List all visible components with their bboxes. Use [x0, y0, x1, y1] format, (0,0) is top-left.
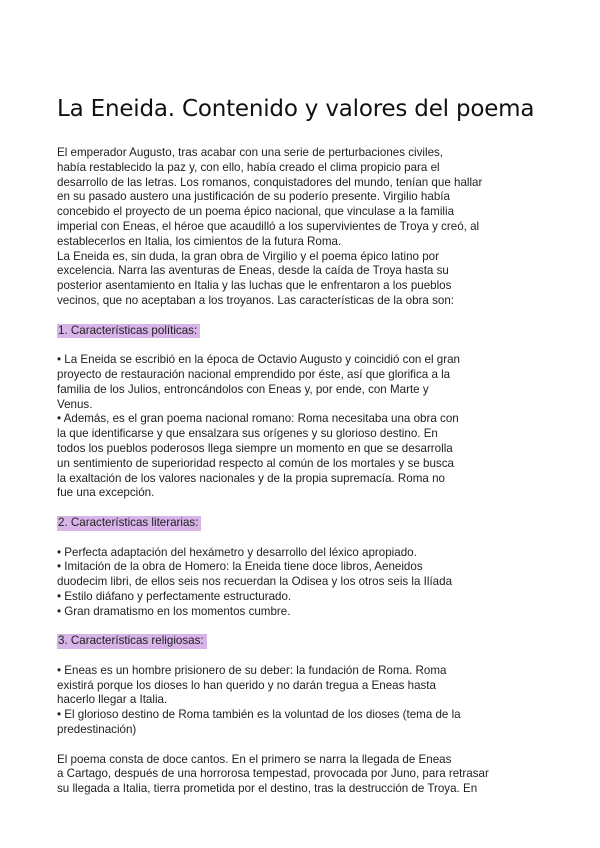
highlighted-heading: 2. Características literarias:	[57, 516, 201, 531]
text-line: • Imitación de la obra de Homero: la Eneida tiene doce libros, Aeneidos	[57, 560, 423, 574]
section-heading-literarias	[57, 516, 497, 531]
text-line: un sentimiento de superioridad respecto al común de los mortales y se busca	[57, 456, 454, 470]
document-body	[57, 146, 497, 797]
text-line: establecerlos en Italia, los cimientos de la futura Roma.	[57, 234, 342, 248]
text-line: todos los pueblos poderosos llega siempre un momento en que se desarrolla	[57, 441, 453, 455]
text-line: excelencia. Narra las aventuras de Eneas, desde la caída de Troya hasta su	[57, 264, 449, 278]
text-line: imperial con Eneas, el héroe que acaudilló a los supervivientes de Troya y creó, al	[57, 219, 480, 233]
text-line: • La Eneida se escribió en la época de Octavio Augusto y coincidió con el gran	[57, 353, 461, 367]
closing-paragraph	[57, 753, 497, 797]
text-line: • Estilo diáfano y perfectamente estructurado.	[57, 589, 292, 603]
page-title: La Eneida. Contenido y valores del poema	[57, 96, 535, 122]
text-line: • Perfecta adaptación del hexámetro y desarrollo del léxico apropiado.	[57, 545, 417, 559]
text-line: La Eneida es, sin duda, la gran obra de Virgilio y el poema épico latino por	[57, 249, 439, 263]
text-line: • Gran dramatismo en los momentos cumbre.	[57, 604, 291, 618]
text-line: predestinación)	[57, 723, 137, 737]
text-line: • El glorioso destino de Roma también es la voluntad de los dioses (tema de la	[57, 708, 461, 722]
bullet-item	[57, 546, 497, 561]
text-line: hacerlo llegar a Italia.	[57, 693, 168, 707]
intro-paragraph-2	[57, 250, 497, 309]
text-line: había restablecido la paz y, con ello, había creado el clima propicio para el	[57, 160, 440, 174]
text-line: • Además, es el gran poema nacional romano: Roma necesitaba una obra con	[57, 412, 459, 426]
text-line: fue una excepción.	[57, 486, 155, 500]
text-line: duodecim libri, de ellos seis nos recuerdan la Odisea y los otros seis la Ilíada	[57, 575, 453, 589]
highlighted-heading: 3. Características religiosas:	[57, 634, 207, 649]
text-line: existirá porque los dioses lo han querido y no darán tregua a Eneas hasta	[57, 678, 436, 692]
highlighted-heading: 1. Características políticas:	[57, 324, 200, 339]
text-line: El emperador Augusto, tras acabar con una serie de perturbaciones civiles,	[57, 146, 444, 159]
bullet-item	[57, 412, 497, 501]
bullet-item	[57, 590, 497, 605]
bullet-item	[57, 605, 497, 620]
text-line: El poema consta de doce cantos. En el primero se narra la llegada de Eneas	[57, 752, 452, 766]
text-line: la exaltación de los valores nacionales y de la propia supremacía. Roma no	[57, 471, 445, 485]
bullet-item	[57, 708, 497, 738]
bullet-item	[57, 560, 497, 590]
section-heading-politicas	[57, 324, 497, 339]
bullet-item	[57, 353, 497, 412]
text-line: vecinos, que no aceptaban a los troyanos. Las características de la obra son:	[57, 293, 455, 307]
text-line: familia de los Julios, entroncándolos con Eneas y, por ende, con Marte y	[57, 382, 429, 396]
text-line: su llegada a Italia, tierra prometida por el destino, tras la destrucción de Troya. En	[57, 782, 478, 796]
text-line: • Eneas es un hombre prisionero de su deber: la fundación de Roma. Roma	[57, 663, 447, 677]
text-line: a Cartago, después de una horrorosa tempestad, provocada por Juno, para retrasar	[57, 767, 489, 781]
text-line: Venus.	[57, 397, 93, 411]
text-line: concebido el proyecto de un poema épico nacional, que vinculase a la familia	[57, 205, 455, 219]
intro-paragraph-1	[57, 146, 497, 250]
text-line: desarrollo de las letras. Los romanos, conquistadores del mundo, tenían que hallar	[57, 175, 483, 189]
text-line: la que identificarse y que ensalzara sus orígenes y su glorioso destino. En	[57, 427, 438, 441]
text-line: posterior asentamiento en Italia y las luchas que le enfrentaron a los pueblos	[57, 279, 452, 293]
section-heading-religiosas	[57, 634, 497, 649]
text-line: proyecto de restauración nacional emprendido por éste, así que glorifica a la	[57, 367, 451, 381]
bullet-item	[57, 664, 497, 708]
text-line: en su pasado austero una justificación de su poderío presente. Virgilio había	[57, 190, 450, 204]
